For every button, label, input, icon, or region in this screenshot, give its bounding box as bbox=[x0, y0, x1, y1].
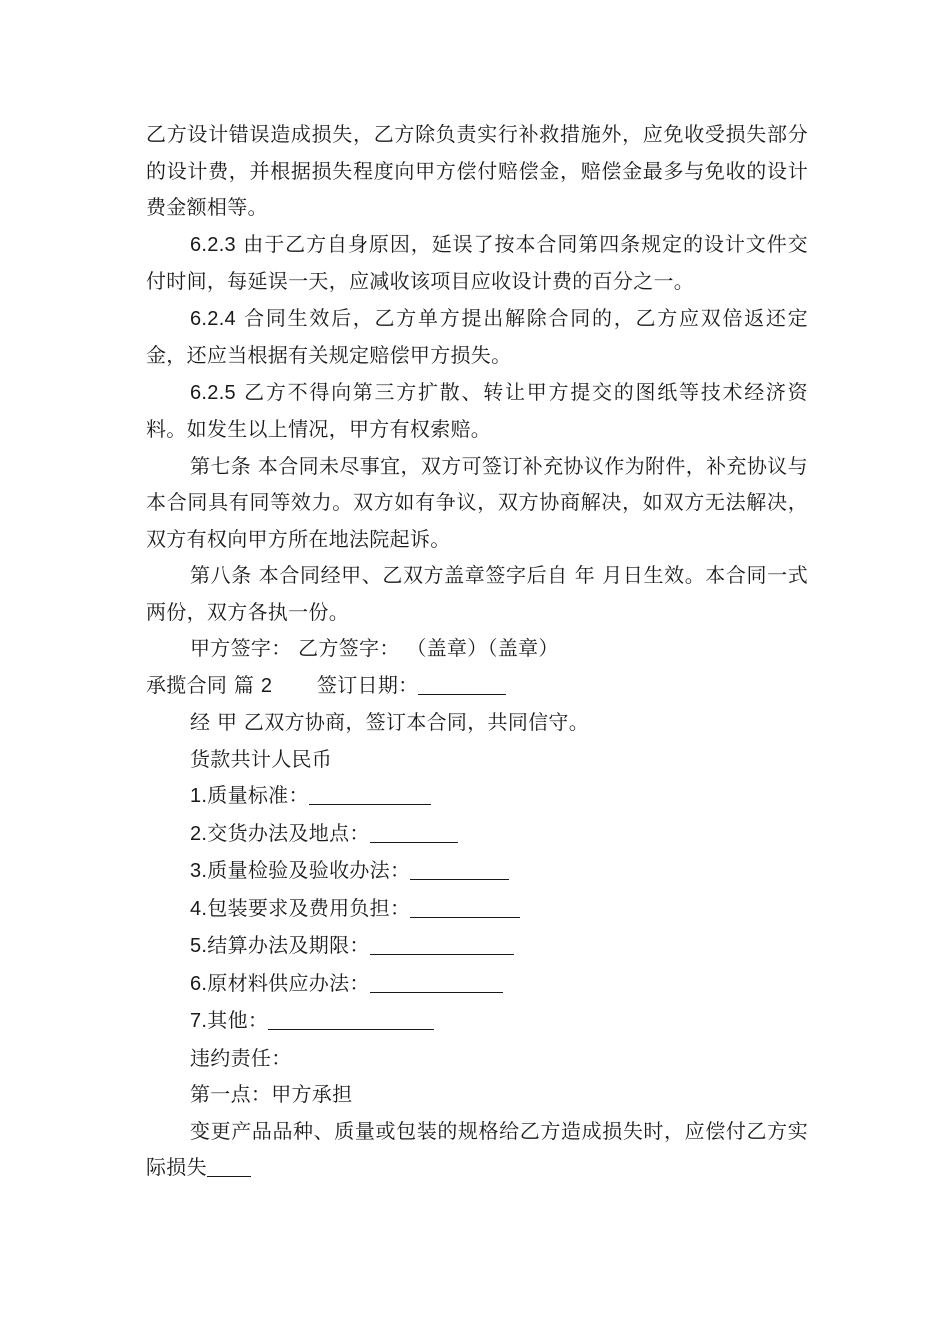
loss-blank bbox=[207, 1156, 251, 1177]
clause-text: 由于乙方自身原因，延误了按本合同第四条规定的设计文件交付时间，每延误一天，应减收该项目应收设计费的百分之一。 bbox=[146, 231, 808, 293]
signing-date-blank bbox=[418, 674, 506, 695]
item-settlement bbox=[146, 927, 808, 965]
clause-number: 6.2.5 bbox=[190, 381, 236, 404]
section-number: 2 bbox=[260, 674, 273, 697]
item-label: 交货办法及地点： bbox=[207, 820, 370, 845]
signature-text: 甲方签字： 乙方签字： （盖章）（盖章） bbox=[190, 636, 559, 660]
point-one bbox=[146, 1076, 808, 1113]
item-materials bbox=[146, 965, 808, 1003]
item-label: 其他： bbox=[207, 1008, 269, 1032]
clause-text: 乙方不得向第三方扩散、转让甲方提交的图纸等技术经济资料。如发生以上情况，甲方有权索赔。 bbox=[146, 379, 808, 441]
clause-6-2-4 bbox=[146, 300, 808, 374]
article-seven bbox=[146, 448, 808, 558]
item-blank bbox=[309, 784, 431, 805]
intro-text: 经 甲 乙双方协商，签订本合同，共同信守。 bbox=[190, 710, 590, 734]
point-one-text: 第一点：甲方承担 bbox=[190, 1082, 353, 1106]
section-title: 承揽合同 篇 bbox=[146, 672, 255, 697]
item-other bbox=[146, 1002, 808, 1040]
clause-text: 合同生效后，乙方单方提出解除合同的，乙方应双倍返还定金，还应当根据有关规定赔偿甲方损失。 bbox=[146, 305, 808, 367]
signature-line bbox=[146, 630, 808, 667]
payment-line bbox=[146, 741, 808, 778]
clause-6-2-3 bbox=[146, 226, 808, 300]
document-body bbox=[146, 116, 808, 1186]
item-delivery bbox=[146, 815, 808, 853]
item-label: 结算办法及期限： bbox=[207, 933, 370, 957]
item-number: 3. bbox=[190, 860, 208, 882]
item-label: 原材料供应办法： bbox=[207, 970, 370, 995]
paragraph-text: 乙方设计错误造成损失，乙方除负责实行补救措施外，应免收受损失部分的设计费，并根据损失程度向甲方偿付赔偿金，赔偿金最多与免收的设计费金额相等。 bbox=[146, 122, 808, 219]
item-inspection bbox=[146, 852, 808, 890]
paragraph-design-error bbox=[146, 116, 808, 226]
item-label: 质量标准： bbox=[207, 783, 309, 807]
clause-number: 6.2.3 bbox=[190, 233, 236, 256]
payment-text: 货款共计人民币 bbox=[190, 746, 333, 771]
signing-date-label: 签订日期： bbox=[316, 672, 419, 697]
item-label: 包装要求及费用负担： bbox=[207, 895, 411, 920]
last-paragraph-text: 变更产品品种、质量或包装的规格给乙方造成损失时，应偿付乙方实际损失 bbox=[146, 1118, 808, 1179]
item-blank bbox=[410, 859, 509, 880]
last-paragraph bbox=[146, 1113, 808, 1186]
item-number: 2. bbox=[190, 822, 208, 845]
article-text: 第七条 本合同未尽事宜，双方可签订补充协议作为附件，补充协议与本合同具有同等效力。双方如有争议，双方协商解决，如双方无法解决，双方有权向甲方所在地法院起诉。 bbox=[146, 453, 808, 551]
item-blank bbox=[410, 897, 520, 918]
item-blank bbox=[370, 934, 514, 955]
item-number: 1. bbox=[190, 785, 208, 807]
item-number: 7. bbox=[190, 1010, 208, 1032]
item-label: 质量检验及验收办法： bbox=[207, 858, 411, 882]
item-blank bbox=[370, 822, 458, 843]
intro-line bbox=[146, 704, 808, 741]
clause-6-2-5 bbox=[146, 374, 808, 448]
item-blank bbox=[370, 972, 503, 993]
clause-number: 6.2.4 bbox=[190, 307, 236, 330]
item-quality-standard bbox=[146, 777, 808, 815]
article-text: 第八条 本合同经甲、乙双方盖章签字后自 年 月日生效。本合同一式两份，双方各执一份。 bbox=[146, 563, 808, 624]
item-packaging bbox=[146, 890, 808, 928]
liability-text: 违约责任： bbox=[190, 1045, 292, 1070]
liability-title bbox=[146, 1040, 808, 1077]
item-number: 6. bbox=[190, 972, 208, 995]
item-blank bbox=[268, 1009, 434, 1030]
item-number: 4. bbox=[190, 897, 208, 920]
article-eight bbox=[146, 557, 808, 630]
item-number: 5. bbox=[190, 935, 208, 957]
section-heading bbox=[146, 667, 808, 705]
